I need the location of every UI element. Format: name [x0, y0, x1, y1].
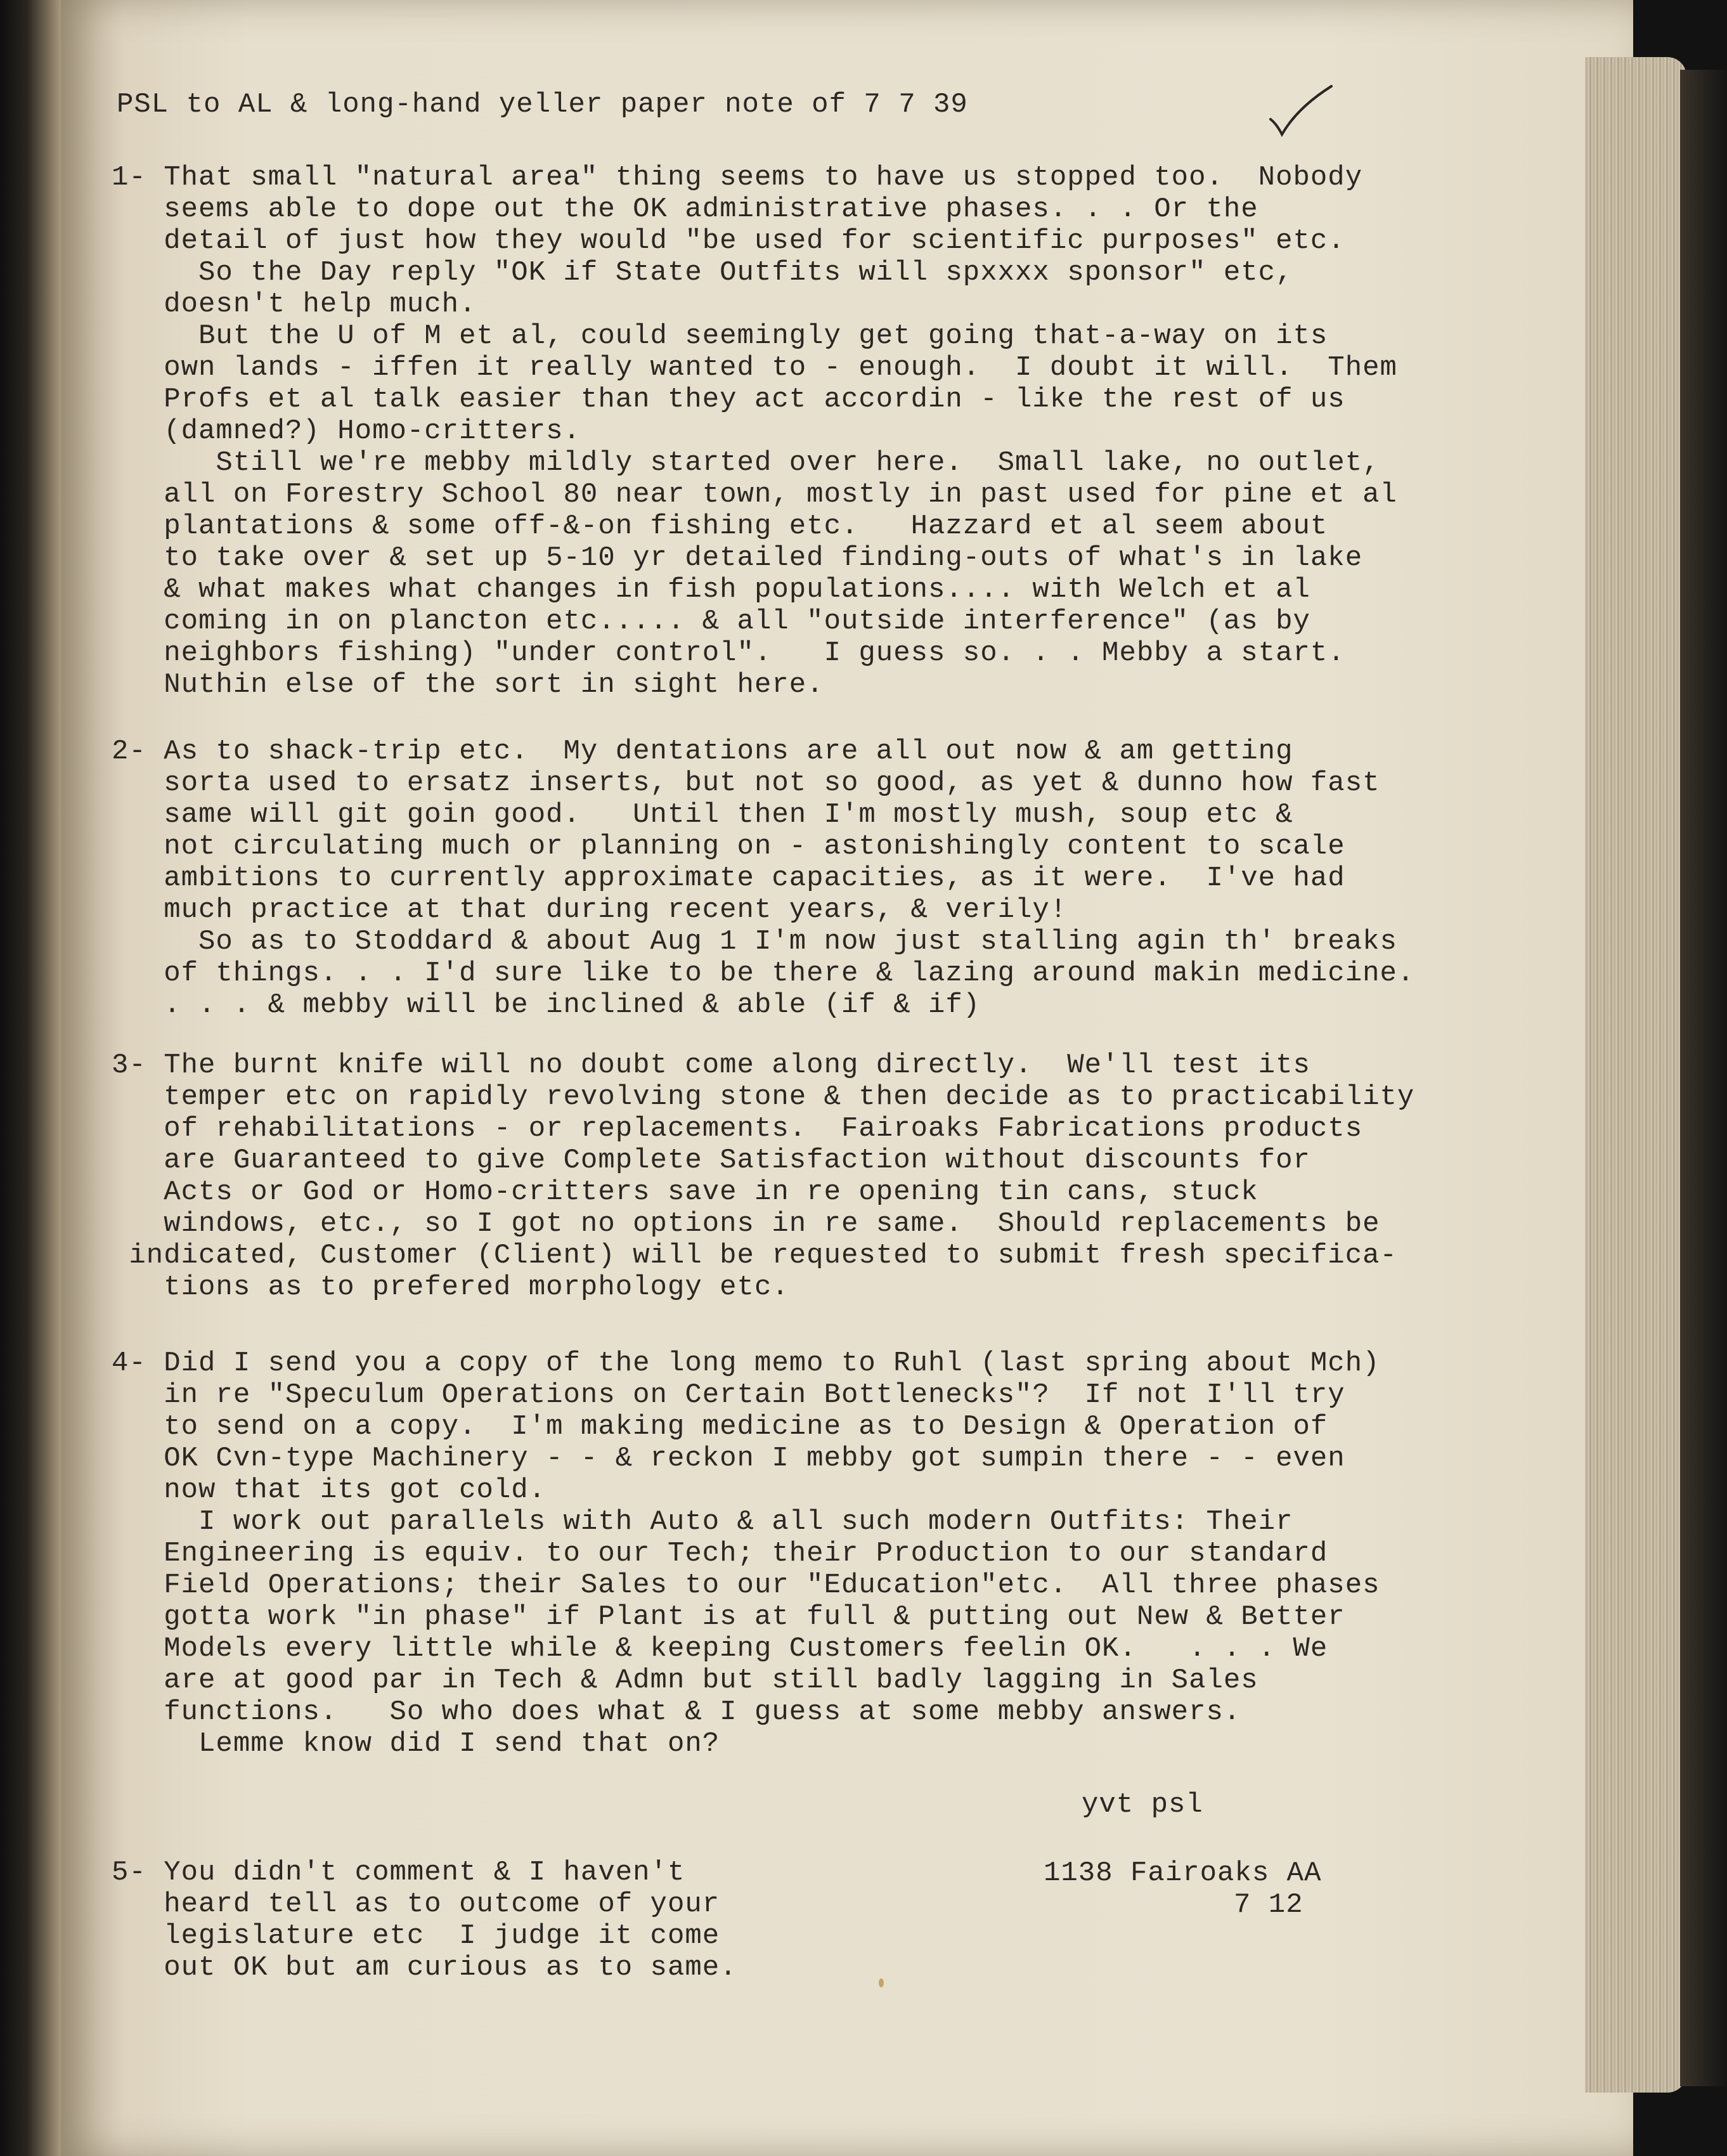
page-edges — [1585, 57, 1686, 2093]
paragraph-1 — [112, 162, 1557, 701]
letter-date: 7 12 — [1234, 1889, 1303, 1921]
paragraph-2 — [112, 736, 1557, 1021]
check-mark-icon — [1265, 82, 1335, 140]
text-line: & what makes what changes in fish populations.... with Welch et al — [112, 574, 1310, 606]
text-line: (damned?) Homo-critters. — [112, 415, 581, 447]
paragraph-4 — [112, 1348, 1557, 1760]
text-line: But the U of M et al, could seemingly get going that-a-way on its — [112, 320, 1328, 352]
text-line: are Guaranteed to give Complete Satisfaction without discounts for — [112, 1145, 1310, 1176]
text-line: 5- You didn't comment & I haven't — [112, 1857, 685, 1888]
text-line: all on Forestry School 80 near town, mostly in past used for pine et al — [112, 479, 1397, 510]
text-line: Lemme know did I send that on? — [112, 1728, 720, 1760]
text-line: of rehabilitations - or replacements. Fairoaks Fabrications products — [112, 1113, 1363, 1145]
text-line: doesn't help much. — [112, 289, 477, 320]
text-line: temper etc on rapidly revolving stone & then decide as to practicability — [112, 1081, 1415, 1113]
text-line: indicated, Customer (Client) will be requested to submit fresh specifica- — [112, 1240, 1397, 1271]
text-line: much practice at that during recent years, & verily! — [112, 894, 1068, 926]
text-line: gotta work "in phase" if Plant is at full & putting out New & Better — [112, 1601, 1345, 1633]
text-line: ambitions to currently approximate capacities, as it were. I've had — [112, 862, 1345, 894]
text-line: neighbors fishing) "under control". I guess so. . . Mebby a start. — [112, 637, 1345, 669]
text-line: of things. . . I'd sure like to be there & lazing around makin medicine. — [112, 958, 1415, 989]
text-line: detail of just how they would "be used for scientific purposes" etc. — [112, 225, 1345, 257]
text-line: functions. So who does what & I guess at some mebby answers. — [112, 1696, 1241, 1728]
text-line: out OK but am curious as to same. — [112, 1952, 737, 1984]
text-line: same will git goin good. Until then I'm mostly mush, soup etc & — [112, 799, 1293, 831]
text-line: 1- That small "natural area" thing seems to have us stopped too. Nobody — [112, 162, 1363, 193]
text-line: legislature etc I judge it come — [112, 1920, 720, 1952]
return-address: 1138 Fairoaks AA — [1044, 1857, 1322, 1889]
book-gutter — [0, 0, 61, 2156]
closing-initials: yvt psl — [1082, 1789, 1203, 1821]
text-line: Profs et al talk easier than they act accordin - like the rest of us — [112, 384, 1345, 415]
text-line: sorta used to ersatz inserts, but not so good, as yet & dunno how fast — [112, 767, 1380, 799]
text-line: 3- The burnt knife will no doubt come along directly. We'll test its — [112, 1049, 1310, 1081]
text-line: So the Day reply "OK if State Outfits will spxxxx sponsor" etc, — [112, 257, 1293, 289]
paragraph-5 — [112, 1857, 1557, 1984]
text-line: Still we're mebby mildly started over here. Small lake, no outlet, — [112, 447, 1380, 479]
text-line: . . . & mebby will be inclined & able (if & if) — [112, 989, 981, 1021]
text-line: 2- As to shack-trip etc. My dentations are all out now & am getting — [112, 736, 1293, 767]
text-line: own lands - iffen it really wanted to - enough. I doubt it will. Them — [112, 352, 1397, 384]
text-line: heard tell as to outcome of your — [112, 1888, 720, 1920]
text-line: now that its got cold. — [112, 1474, 547, 1506]
text-line: seems able to dope out the OK administrative phases. . . Or the — [112, 193, 1258, 225]
text-line: So as to Stoddard & about Aug 1 I'm now just stalling agin th' breaks — [112, 926, 1397, 958]
text-line: tions as to prefered morphology etc. — [112, 1271, 789, 1303]
text-line: plantations & some off-&-on fishing etc. Hazzard et al seem about — [112, 510, 1328, 542]
text-line: Nuthin else of the sort in sight here. — [112, 669, 824, 701]
text-line: coming in on plancton etc..... & all "outside interference" (as by — [112, 606, 1310, 637]
text-line: are at good par in Tech & Admn but still badly lagging in Sales — [112, 1665, 1258, 1696]
text-line: windows, etc., so I got no options in re same. Should replacements be — [112, 1208, 1380, 1240]
text-line: to take over & set up 5-10 yr detailed finding-outs of what's in lake — [112, 542, 1363, 574]
text-line: in re "Speculum Operations on Certain Bottlenecks"? If not I'll try — [112, 1379, 1345, 1411]
text-line: I work out parallels with Auto & all such modern Outfits: Their — [112, 1506, 1293, 1538]
letter-header: PSL to AL & long-hand yeller paper note of 7 7 39 — [117, 89, 968, 120]
text-line: Acts or God or Homo-critters save in re opening tin cans, stuck — [112, 1176, 1258, 1208]
text-line: Field Operations; their Sales to our "Education"etc. All three phases — [112, 1569, 1380, 1601]
text-line: Models every little while & keeping Customers feelin OK. . . . We — [112, 1633, 1328, 1665]
paper-stain — [879, 1978, 884, 1987]
text-line: OK Cvn-type Machinery - - & reckon I mebby got sumpin there - - even — [112, 1443, 1345, 1474]
text-line: not circulating much or planning on - astonishingly content to scale — [112, 831, 1345, 862]
page-edges-shadow — [1680, 70, 1727, 2086]
typed-letter — [61, 0, 1585, 2156]
paragraph-3 — [112, 1049, 1557, 1303]
text-line: to send on a copy. I'm making medicine as to Design & Operation of — [112, 1411, 1328, 1443]
text-line: Engineering is equiv. to our Tech; their Production to our standard — [112, 1538, 1328, 1569]
text-line: 4- Did I send you a copy of the long memo to Ruhl (last spring about Mch) — [112, 1348, 1380, 1379]
